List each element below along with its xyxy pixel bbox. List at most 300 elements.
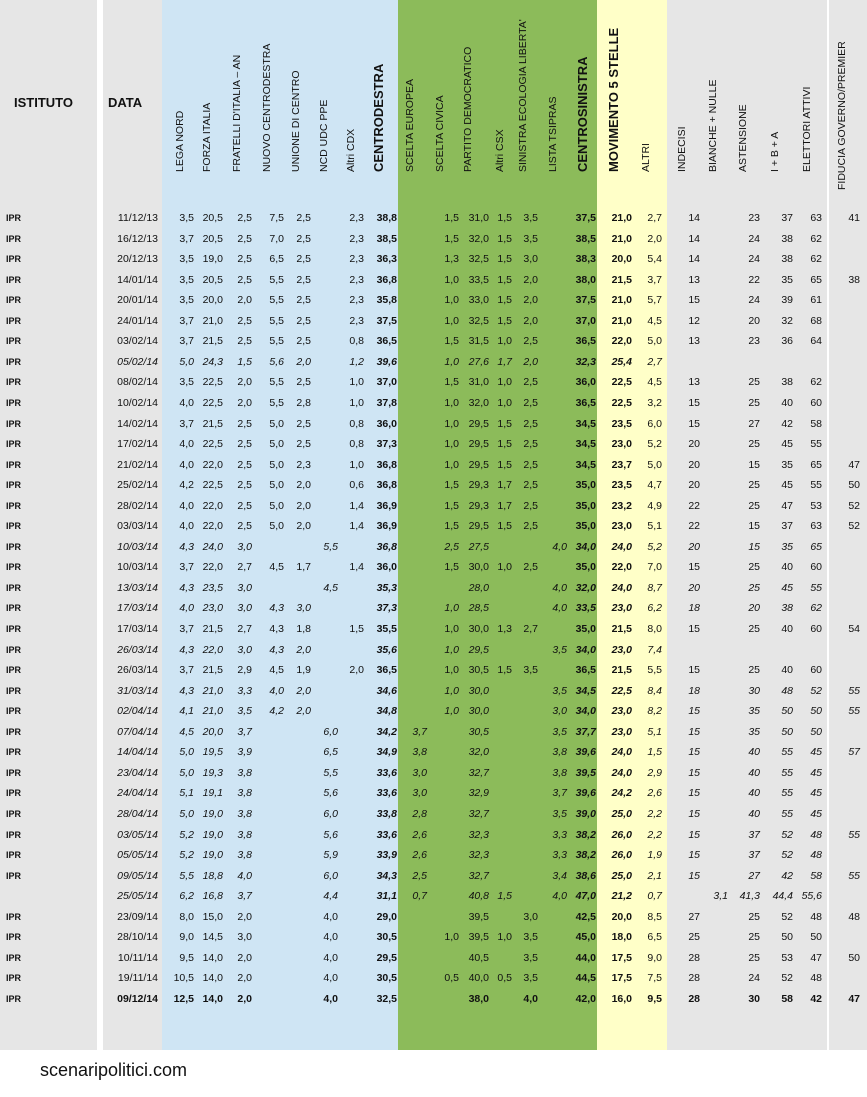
cell-19: 25 <box>748 951 760 964</box>
cell-21: 48 <box>810 828 822 841</box>
row-date: 26/03/14 <box>117 664 158 677</box>
cell-19: 40 <box>748 787 760 800</box>
cell-3: 5,5 <box>269 335 284 348</box>
row-date: 28/10/14 <box>117 931 158 944</box>
cell-16: 2,7 <box>647 355 662 368</box>
cell-1: 23,5 <box>202 581 223 594</box>
cell-0: 4,0 <box>179 438 194 451</box>
cell-15: 25,0 <box>611 807 632 820</box>
cell-15: 22,0 <box>611 561 632 574</box>
cell-17: 15 <box>688 417 700 430</box>
cell-11: 1,5 <box>497 253 512 266</box>
cell-16: 2,6 <box>647 787 662 800</box>
cell-9: 1,0 <box>444 438 459 451</box>
cell-21: 50 <box>810 705 822 718</box>
cell-13: 4,0 <box>552 890 567 903</box>
row-date: 13/03/14 <box>117 581 158 594</box>
column-header-11: Altri CSX <box>494 129 506 172</box>
row-date: 17/03/14 <box>117 623 158 635</box>
column-header-22: FIDUCIA GOVERNO/PREMIER <box>836 41 848 190</box>
cell-6: 1,0 <box>349 396 364 409</box>
cell-1: 22,0 <box>202 561 223 574</box>
cell-14: 35,0 <box>575 520 596 533</box>
cell-14: 32,0 <box>575 581 596 594</box>
cell-11: 1,5 <box>497 212 512 224</box>
cell-12: 3,5 <box>523 972 538 985</box>
cell-1: 19,0 <box>202 253 223 266</box>
cell-16: 4,7 <box>647 479 662 492</box>
cell-0: 3,5 <box>179 212 194 224</box>
row-date: 14/02/14 <box>117 417 158 430</box>
cell-21: 45 <box>810 746 822 759</box>
cell-14: 38,2 <box>575 828 596 841</box>
cell-16: 1,9 <box>647 849 662 862</box>
cell-13: 3,5 <box>552 684 567 697</box>
cell-17: 25 <box>688 931 700 944</box>
cell-10: 32,7 <box>468 807 489 820</box>
cell-14: 37,7 <box>575 725 596 738</box>
cell-17: 15 <box>688 746 700 759</box>
cell-20: 44,4 <box>772 890 793 903</box>
cell-3: 5,0 <box>269 479 284 492</box>
cell-22: 50 <box>848 951 860 964</box>
cell-20: 52 <box>781 972 793 985</box>
cell-14: 34,0 <box>575 705 596 718</box>
cell-16: 6,5 <box>647 931 662 944</box>
cell-10: 30,5 <box>468 664 489 677</box>
cell-19: 30 <box>748 684 760 697</box>
cell-15: 23,5 <box>611 417 632 430</box>
cell-2: 3,5 <box>237 705 252 718</box>
cell-7: 36,8 <box>376 540 397 553</box>
cell-17: 20 <box>688 479 700 492</box>
cell-11: 1,5 <box>497 438 512 451</box>
column-header-9: SCELTA CIVICA <box>434 95 446 172</box>
cell-2: 2,0 <box>237 992 252 1005</box>
cell-0: 5,1 <box>179 787 194 800</box>
cell-6: 0,6 <box>349 479 364 492</box>
cell-3: 5,5 <box>269 314 284 327</box>
cell-6: 0,8 <box>349 335 364 348</box>
cell-21: 63 <box>810 520 822 533</box>
row-date: 11/12/13 <box>117 212 158 224</box>
cell-20: 45 <box>781 479 793 492</box>
cell-19: 23 <box>748 335 760 348</box>
cell-5: 6,0 <box>323 807 338 820</box>
cell-19: 15 <box>748 520 760 533</box>
cell-20: 32 <box>781 314 793 327</box>
cell-3: 4,0 <box>269 684 284 697</box>
cell-16: 2,7 <box>647 212 662 224</box>
cell-10: 29,5 <box>468 520 489 533</box>
cell-2: 3,7 <box>237 890 252 903</box>
cell-12: 2,0 <box>523 355 538 368</box>
cell-10: 32,5 <box>468 314 489 327</box>
cell-12: 2,5 <box>523 520 538 533</box>
cell-20: 35 <box>781 273 793 286</box>
cell-15: 26,0 <box>611 849 632 862</box>
cell-3: 5,5 <box>269 273 284 286</box>
cell-0: 12,5 <box>173 992 194 1005</box>
cell-2: 4,0 <box>237 869 252 882</box>
cell-17: 22 <box>688 499 700 512</box>
row-institute: IPR <box>6 870 22 881</box>
cell-14: 33,5 <box>575 602 596 615</box>
cell-6: 2,3 <box>349 273 364 286</box>
cell-18: 3,1 <box>713 890 728 903</box>
cell-10: 29,5 <box>468 458 489 471</box>
cell-7: 37,5 <box>376 314 397 327</box>
cell-9: 1,3 <box>444 253 459 266</box>
cell-19: 15 <box>748 458 760 471</box>
row-institute: IPR <box>6 254 22 265</box>
cell-22: 55 <box>848 869 860 882</box>
cell-9: 0,5 <box>444 972 459 985</box>
cell-7: 36,8 <box>376 458 397 471</box>
cell-2: 3,0 <box>237 540 252 553</box>
cell-6: 1,5 <box>349 623 364 635</box>
cell-17: 14 <box>688 232 700 245</box>
row-date: 28/04/14 <box>117 807 158 820</box>
cell-14: 35,0 <box>575 623 596 635</box>
cell-10: 28,5 <box>468 602 489 615</box>
cell-17: 18 <box>688 602 700 615</box>
cell-20: 38 <box>781 602 793 615</box>
cell-1: 24,3 <box>202 355 223 368</box>
cell-15: 23,2 <box>611 499 632 512</box>
cell-7: 36,0 <box>376 417 397 430</box>
cell-20: 53 <box>781 951 793 964</box>
cell-1: 20,5 <box>202 273 223 286</box>
cell-19: 25 <box>748 931 760 944</box>
column-header-19: ASTENSIONE <box>737 104 749 172</box>
row-institute: IPR <box>6 459 22 470</box>
cell-16: 5,1 <box>647 520 662 533</box>
row-institute: IPR <box>6 213 22 223</box>
cell-20: 39 <box>781 294 793 307</box>
cell-0: 3,5 <box>179 253 194 266</box>
cell-1: 22,5 <box>202 438 223 451</box>
cell-17: 28 <box>688 972 700 985</box>
cell-15: 16,0 <box>611 992 632 1005</box>
row-date: 09/05/14 <box>117 869 158 882</box>
cell-16: 1,5 <box>647 746 662 759</box>
cell-17: 15 <box>688 664 700 677</box>
cell-21: 53 <box>810 499 822 512</box>
cell-0: 5,5 <box>179 869 194 882</box>
cell-0: 3,7 <box>179 335 194 348</box>
cell-17: 20 <box>688 581 700 594</box>
cell-3: 4,5 <box>269 561 284 574</box>
cell-19: 22 <box>748 273 760 286</box>
cell-16: 5,2 <box>647 540 662 553</box>
row-institute: IPR <box>6 829 22 840</box>
cell-22: 52 <box>848 520 860 533</box>
cell-12: 2,5 <box>523 417 538 430</box>
cell-13: 3,4 <box>552 869 567 882</box>
cell-7: 36,5 <box>376 664 397 677</box>
cell-2: 2,5 <box>237 273 252 286</box>
cell-22: 54 <box>848 623 860 635</box>
cell-1: 21,0 <box>202 705 223 718</box>
cell-14: 34,5 <box>575 438 596 451</box>
row-institute: IPR <box>6 356 22 367</box>
cell-2: 2,5 <box>237 335 252 348</box>
cell-1: 21,5 <box>202 417 223 430</box>
cell-2: 2,5 <box>237 253 252 266</box>
cell-15: 23,0 <box>611 438 632 451</box>
cell-4: 3,0 <box>296 602 311 615</box>
cell-0: 3,7 <box>179 232 194 245</box>
cell-0: 4,0 <box>179 520 194 533</box>
cell-12: 3,5 <box>523 931 538 944</box>
row-institute: IPR <box>6 500 22 511</box>
cell-21: 48 <box>810 910 822 923</box>
row-date: 21/02/14 <box>117 458 158 471</box>
cell-16: 5,0 <box>647 458 662 471</box>
cell-1: 19,0 <box>202 807 223 820</box>
cell-20: 52 <box>781 849 793 862</box>
cell-9: 1,0 <box>444 705 459 718</box>
cell-0: 3,7 <box>179 314 194 327</box>
cell-7: 36,5 <box>376 335 397 348</box>
cell-19: 25 <box>748 910 760 923</box>
cell-10: 32,0 <box>468 396 489 409</box>
cell-10: 32,5 <box>468 253 489 266</box>
cell-17: 15 <box>688 294 700 307</box>
cell-6: 1,0 <box>349 376 364 389</box>
cell-2: 3,8 <box>237 766 252 779</box>
cell-12: 2,0 <box>523 273 538 286</box>
cell-21: 60 <box>810 396 822 409</box>
cell-19: 37 <box>748 849 760 862</box>
cell-2: 2,5 <box>237 314 252 327</box>
cell-10: 30,0 <box>468 623 489 635</box>
cell-16: 5,0 <box>647 335 662 348</box>
cell-19: 25 <box>748 376 760 389</box>
row-institute: IPR <box>6 603 22 614</box>
cell-3: 5,0 <box>269 520 284 533</box>
cell-5: 4,0 <box>323 992 338 1005</box>
cell-13: 3,5 <box>552 643 567 656</box>
row-institute: IPR <box>6 808 22 819</box>
cell-14: 44,0 <box>575 951 596 964</box>
row-date: 17/03/14 <box>117 602 158 615</box>
cell-21: 62 <box>810 253 822 266</box>
cell-2: 3,9 <box>237 746 252 759</box>
cell-16: 2,2 <box>647 828 662 841</box>
row-date: 28/02/14 <box>117 499 158 512</box>
cell-10: 29,5 <box>468 643 489 656</box>
cell-14: 39,6 <box>575 787 596 800</box>
cell-1: 21,0 <box>202 314 223 327</box>
cell-21: 58 <box>810 869 822 882</box>
cell-16: 4,5 <box>647 314 662 327</box>
cell-17: 28 <box>688 951 700 964</box>
cell-20: 55 <box>781 787 793 800</box>
cell-2: 2,7 <box>237 561 252 574</box>
cell-10: 39,5 <box>468 910 489 923</box>
row-institute: IPR <box>6 439 22 450</box>
cell-14: 39,6 <box>575 746 596 759</box>
cell-4: 1,8 <box>296 623 311 635</box>
cell-11: 1,5 <box>497 520 512 533</box>
cell-14: 36,5 <box>575 664 596 677</box>
cell-19: 24 <box>748 972 760 985</box>
cell-7: 33,6 <box>376 766 397 779</box>
row-date: 23/04/14 <box>117 766 158 779</box>
cell-20: 36 <box>781 335 793 348</box>
cell-11: 1,3 <box>497 623 512 635</box>
cell-13: 3,3 <box>552 828 567 841</box>
cell-7: 30,5 <box>376 931 397 944</box>
column-header-2: FRATELLI D'ITALIA – AN <box>231 54 243 172</box>
cell-7: 33,9 <box>376 849 397 862</box>
istituto-header: ISTITUTO <box>14 95 73 110</box>
cell-9: 1,0 <box>444 684 459 697</box>
cell-8: 2,5 <box>412 869 427 882</box>
cell-22: 57 <box>848 746 860 759</box>
cell-2: 2,9 <box>237 664 252 677</box>
cell-21: 45 <box>810 766 822 779</box>
cell-5: 4,4 <box>323 890 338 903</box>
cell-3: 4,3 <box>269 623 284 635</box>
cell-16: 2,1 <box>647 869 662 882</box>
cell-11: 1,0 <box>497 396 512 409</box>
cell-21: 48 <box>810 972 822 985</box>
cell-7: 30,5 <box>376 972 397 985</box>
cell-14: 34,0 <box>575 643 596 656</box>
cell-14: 38,5 <box>575 232 596 245</box>
row-date: 23/09/14 <box>117 910 158 923</box>
row-institute: IPR <box>6 582 22 593</box>
row-institute: IPR <box>6 665 22 676</box>
row-date: 24/04/14 <box>117 787 158 800</box>
cell-14: 35,0 <box>575 561 596 574</box>
cell-20: 42 <box>781 869 793 882</box>
column-header-0: LEGA NORD <box>174 110 186 172</box>
cell-19: 24 <box>748 294 760 307</box>
cell-19: 40 <box>748 766 760 779</box>
cell-2: 3,0 <box>237 643 252 656</box>
cell-15: 21,0 <box>611 212 632 224</box>
cell-17: 15 <box>688 396 700 409</box>
cell-21: 50 <box>810 725 822 738</box>
cell-16: 7,4 <box>647 643 662 656</box>
cell-7: 34,9 <box>376 746 397 759</box>
cell-10: 31,5 <box>468 335 489 348</box>
cell-4: 2,0 <box>296 355 311 368</box>
cell-8: 2,8 <box>412 807 427 820</box>
row-date: 08/02/14 <box>117 376 158 389</box>
cell-17: 14 <box>688 212 700 224</box>
cell-3: 7,5 <box>269 212 284 224</box>
cell-7: 36,9 <box>376 499 397 512</box>
cell-4: 2,5 <box>296 273 311 286</box>
cell-6: 1,4 <box>349 561 364 574</box>
cell-1: 22,0 <box>202 643 223 656</box>
cell-10: 29,5 <box>468 417 489 430</box>
cell-2: 2,0 <box>237 951 252 964</box>
cell-14: 32,3 <box>575 355 596 368</box>
cell-1: 16,8 <box>202 890 223 903</box>
cell-0: 4,0 <box>179 602 194 615</box>
cell-9: 1,0 <box>444 623 459 635</box>
cell-21: 45 <box>810 807 822 820</box>
cell-14: 34,5 <box>575 417 596 430</box>
cell-5: 5,6 <box>323 787 338 800</box>
cell-19: 24 <box>748 253 760 266</box>
cell-4: 1,9 <box>296 664 311 677</box>
cell-13: 3,0 <box>552 705 567 718</box>
cell-5: 4,0 <box>323 931 338 944</box>
cell-9: 1,0 <box>444 355 459 368</box>
cell-14: 38,3 <box>575 253 596 266</box>
cell-0: 4,0 <box>179 458 194 471</box>
cell-11: 1,5 <box>497 890 512 903</box>
cell-14: 36,5 <box>575 335 596 348</box>
cell-21: 60 <box>810 623 822 635</box>
column-header-12: SINISTRA ECOLOGIA LIBERTA' <box>517 19 529 172</box>
cell-0: 3,5 <box>179 294 194 307</box>
cell-12: 2,5 <box>523 335 538 348</box>
cell-14: 44,5 <box>575 972 596 985</box>
cell-15: 21,0 <box>611 232 632 245</box>
cell-9: 1,0 <box>444 602 459 615</box>
cell-20: 40 <box>781 664 793 677</box>
cell-20: 37 <box>781 520 793 533</box>
cell-16: 8,5 <box>647 910 662 923</box>
cell-17: 13 <box>688 376 700 389</box>
cell-14: 34,0 <box>575 540 596 553</box>
cell-7: 36,9 <box>376 520 397 533</box>
cell-2: 2,0 <box>237 396 252 409</box>
cell-0: 4,3 <box>179 581 194 594</box>
cell-10: 30,0 <box>468 684 489 697</box>
cell-6: 2,3 <box>349 294 364 307</box>
cell-1: 19,3 <box>202 766 223 779</box>
cell-5: 5,5 <box>323 766 338 779</box>
cell-0: 3,5 <box>179 273 194 286</box>
cell-20: 38 <box>781 253 793 266</box>
cell-7: 29,0 <box>376 910 397 923</box>
cell-2: 2,0 <box>237 910 252 923</box>
cell-20: 55 <box>781 807 793 820</box>
column-header-8: SCELTA EUROPEA <box>404 79 416 172</box>
row-date: 03/03/14 <box>117 520 158 533</box>
cell-20: 40 <box>781 623 793 635</box>
row-date: 10/02/14 <box>117 396 158 409</box>
cell-19: 20 <box>748 602 760 615</box>
cell-22: 55 <box>848 705 860 718</box>
cell-1: 14,0 <box>202 972 223 985</box>
cell-9: 1,0 <box>444 664 459 677</box>
cell-9: 1,0 <box>444 273 459 286</box>
cell-17: 15 <box>688 869 700 882</box>
cell-14: 37,5 <box>575 212 596 224</box>
cell-22: 50 <box>848 479 860 492</box>
row-date: 26/03/14 <box>117 643 158 656</box>
cell-4: 2,8 <box>296 396 311 409</box>
cell-0: 5,0 <box>179 355 194 368</box>
cell-17: 18 <box>688 684 700 697</box>
cell-4: 2,5 <box>296 417 311 430</box>
row-institute: IPR <box>6 274 22 285</box>
row-date: 10/03/14 <box>117 561 158 574</box>
cell-21: 52 <box>810 684 822 697</box>
cell-1: 15,0 <box>202 910 223 923</box>
cell-14: 36,0 <box>575 376 596 389</box>
